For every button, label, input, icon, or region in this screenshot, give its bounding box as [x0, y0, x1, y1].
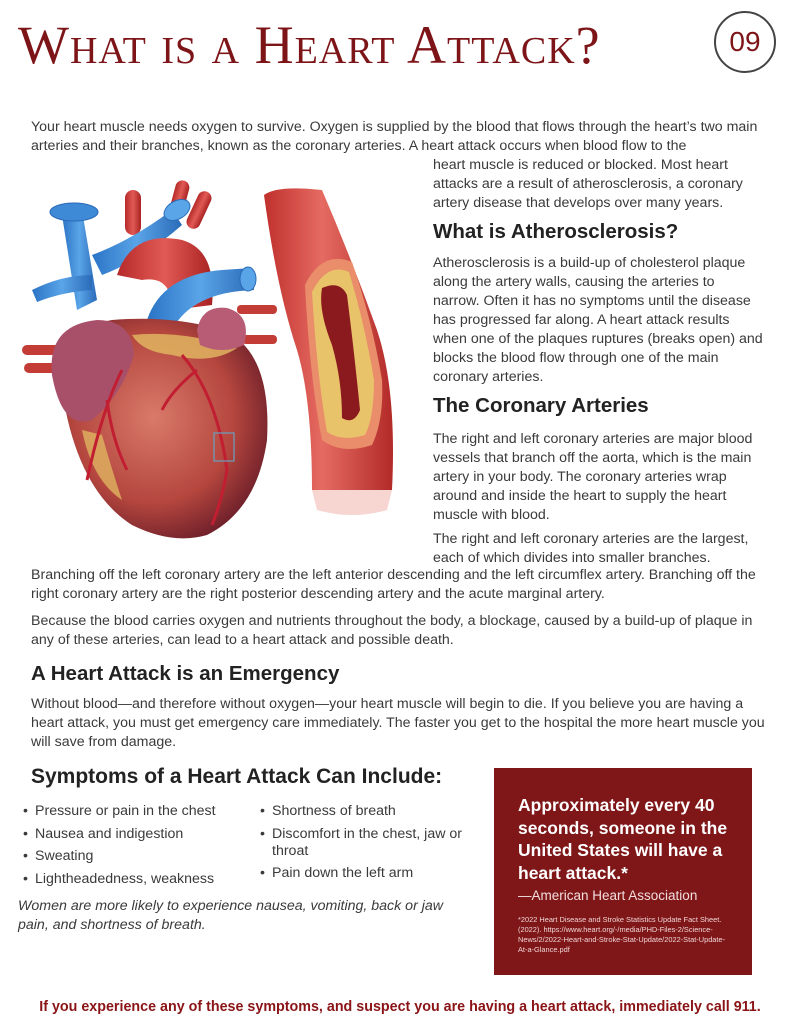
- symptom-item: • Shortness of breath: [260, 803, 480, 820]
- symptom-item: • Pressure or pain in the chest: [23, 803, 248, 820]
- page-number-badge: 09: [714, 11, 776, 73]
- coronary-arteries-heading: The Coronary Arteries: [433, 394, 649, 417]
- symptom-item: • Pain down the left arm: [260, 865, 480, 882]
- coronary-paragraph-1: The right and left coronary arteries are major blood vessels that branch off the aorta, which is the main artery in your body. The coronary arteries wrap around and inside the heart to supply the heart muscle with blood.: [433, 431, 753, 523]
- heart-illustration: [22, 180, 422, 550]
- symptom-item: • Lightheadedness, weakness: [23, 871, 248, 888]
- symptom-item: • Discomfort in the chest, jaw or throat: [260, 826, 480, 860]
- heart-anatomy-icon: [22, 180, 422, 550]
- symptom-item: • Nausea and indigestion: [23, 826, 248, 843]
- atherosclerosis-paragraph: Atherosclerosis is a build-up of cholesterol plaque along the artery walls, causing the arteries to narrow. Often it has no symptoms until the disease has progressed far along. A heart attack results when one of the plaques ruptures (breaks open) and blocks the blood flow through one of the main coronary arteries.: [433, 255, 763, 385]
- atherosclerosis-heading: What is Atherosclerosis?: [433, 220, 679, 243]
- women-symptoms-note: Women are more likely to experience nausea, vomiting, back or jaw pain, and shortness of breath.: [18, 898, 444, 933]
- symptom-item: • Sweating: [23, 848, 248, 865]
- symptoms-heading: Symptoms of a Heart Attack Can Include:: [31, 765, 443, 788]
- coronary-branches-paragraph: Branching off the left coronary artery are the left anterior descending and the left circumflex artery. Branching off the right coronary artery are the right posterior descending artery and the acute marginal artery.: [31, 567, 756, 602]
- emergency-heading: A Heart Attack is an Emergency: [31, 662, 340, 685]
- page-title: What is a Heart Attack?: [18, 15, 601, 75]
- symptoms-list-column-2: [260, 803, 480, 888]
- intro-paragraph-continued: heart muscle is reduced or blocked. Most heart attacks are a result of atherosclerosis, a coronary artery disease that develops over many years.: [433, 157, 743, 211]
- intro-paragraph: Your heart muscle needs oxygen to survive. Oxygen is supplied by the blood that flows through the heart’s two main arteries and their branches, known as the coronary arteries. A heart attack occurs when blood flow to the: [31, 119, 758, 154]
- coronary-paragraph-2: The right and left coronary arteries are the largest, each of which divides into smaller branches.: [433, 531, 749, 566]
- statistic-footnote: *2022 Heart Disease and Stroke Statistics Update Fact Sheet. (2022). https://www.heart.org/-/media/PHD-Files-2/Science-News/2/2022-Heart-and-Stroke-Stat-Update/2022-Stat-Update-At-a-Glance.pdf: [518, 915, 726, 954]
- call-911-footer: If you experience any of these symptoms, and suspect you are having a heart attack, immediately call 911.: [39, 999, 761, 1015]
- emergency-paragraph: Without blood—and therefore without oxygen—your heart muscle will begin to die. If you believe you are having a heart attack, you must get emergency care immediately. The faster you get to the hospital the more heart muscle you will save from damage.: [31, 696, 765, 750]
- symptoms-list-column-1: [23, 803, 248, 893]
- statistic-text: Approximately every 40 seconds, someone in the United States will have a heart attack.*: [518, 795, 728, 883]
- blockage-paragraph: Because the blood carries oxygen and nutrients throughout the body, a blockage, caused by a build-up of plaque in any of these arteries, can lead to a heart attack and possible death.: [31, 613, 753, 648]
- statistic-source: —American Heart Association: [518, 888, 698, 903]
- statistic-callout-box: [494, 768, 752, 975]
